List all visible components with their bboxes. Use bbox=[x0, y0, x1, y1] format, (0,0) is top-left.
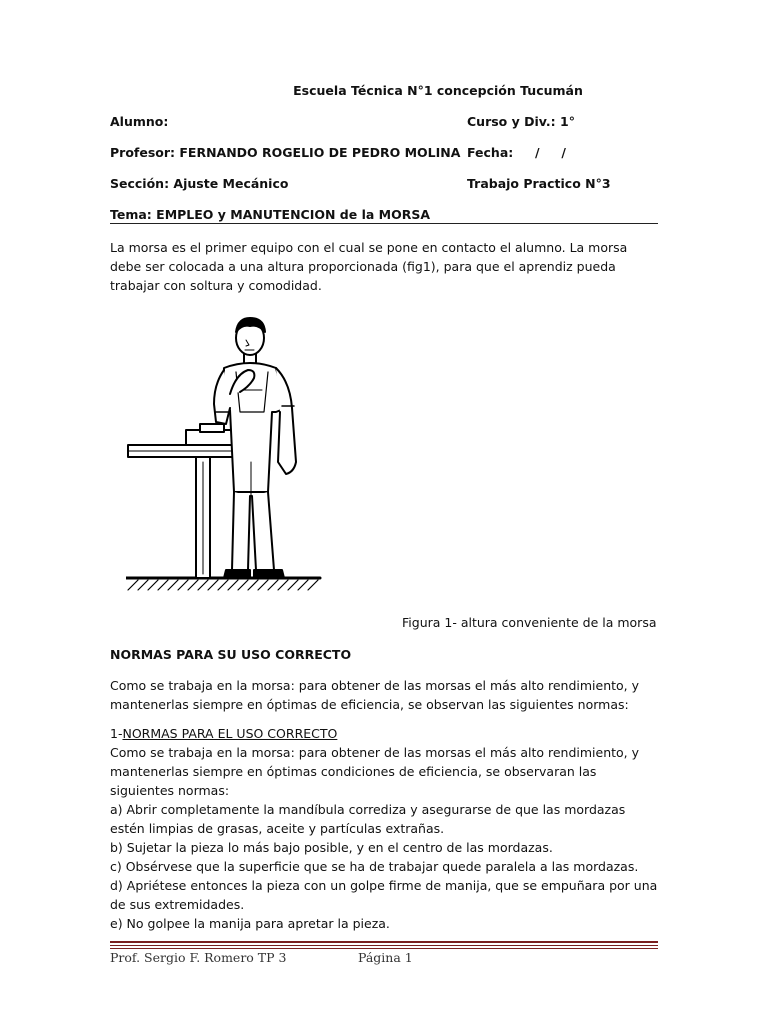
normas-paragraph-1: Como se trabaja en la morsa: para obtener de las morsas el más alto rendimiento, y mantenerlas siempre en óptimas de eficiencia, se observan las siguientes normas: bbox=[110, 678, 640, 712]
trabajo-label: Trabajo Practico N°3 bbox=[467, 176, 611, 191]
header-row-seccion bbox=[110, 176, 658, 194]
seccion-label: Sección: Ajuste Mecánico bbox=[110, 176, 289, 191]
alumno-label: Alumno: bbox=[110, 114, 169, 129]
list-item: c) Obsérvese que la superficie que se ha de trabajar quede paralela a las mordazas. bbox=[110, 859, 639, 874]
normas-subheading bbox=[110, 724, 658, 743]
normas-heading: NORMAS PARA SU USO CORRECTO bbox=[110, 647, 352, 662]
header-divider bbox=[110, 223, 658, 224]
tema-label: Tema: EMPLEO y MANUTENCION de la MORSA bbox=[110, 207, 431, 222]
normas-list-block bbox=[110, 724, 658, 933]
curso-label: Curso y Div.: 1° bbox=[467, 114, 575, 129]
fecha-label: Fecha: / / bbox=[467, 145, 566, 160]
worker-at-vise-illustration bbox=[126, 312, 322, 592]
normas-subheading-prefix: 1- bbox=[110, 726, 123, 741]
normas-subheading-text: NORMAS PARA EL USO CORRECTO bbox=[122, 726, 338, 741]
header-row-alumno bbox=[110, 114, 658, 132]
footer-rule bbox=[110, 941, 658, 943]
list-item: a) Abrir completamente la mandíbula corrediza y asegurarse de que las mordazas estén limpias de grasas, aceite y partículas extrañas. bbox=[110, 802, 626, 836]
list-item: b) Sujetar la pieza lo más bajo posible, y en el centro de las mordazas. bbox=[110, 840, 553, 855]
profesor-label: Profesor: FERNANDO ROGELIO DE PEDRO MOLINA bbox=[110, 145, 461, 160]
footer-rule bbox=[110, 948, 658, 949]
page-footer bbox=[110, 950, 413, 965]
school-title: Escuela Técnica N°1 concepción Tucumán bbox=[293, 83, 583, 98]
figure-caption: Figura 1- altura conveniente de la morsa bbox=[402, 615, 657, 630]
list-item: e) No golpee la manija para apretar la pieza. bbox=[110, 916, 390, 931]
footer-page-number: Página 1 bbox=[358, 950, 413, 965]
intro-paragraph: La morsa es el primer equipo con el cual se pone en contacto el alumno. La morsa debe ser colocada a una altura proporcionada (fig1), para que el aprendiz pueda trabajar con soltura y comodidad. bbox=[110, 240, 628, 293]
header-row-profesor bbox=[110, 145, 658, 163]
footer-author: Prof. Sergio F. Romero TP 3 bbox=[110, 950, 287, 965]
footer-rule bbox=[110, 945, 658, 946]
normas-paragraph-2: Como se trabaja en la morsa: para obtener de las morsas el más alto rendimiento, y mantenerlas siempre en óptimas condiciones de eficiencia, se observaran las siguientes normas: bbox=[110, 745, 640, 798]
list-item: d) Apriétese entonces la pieza con un golpe firme de manija, que se empuñara por una de sus extremidades. bbox=[110, 878, 658, 912]
